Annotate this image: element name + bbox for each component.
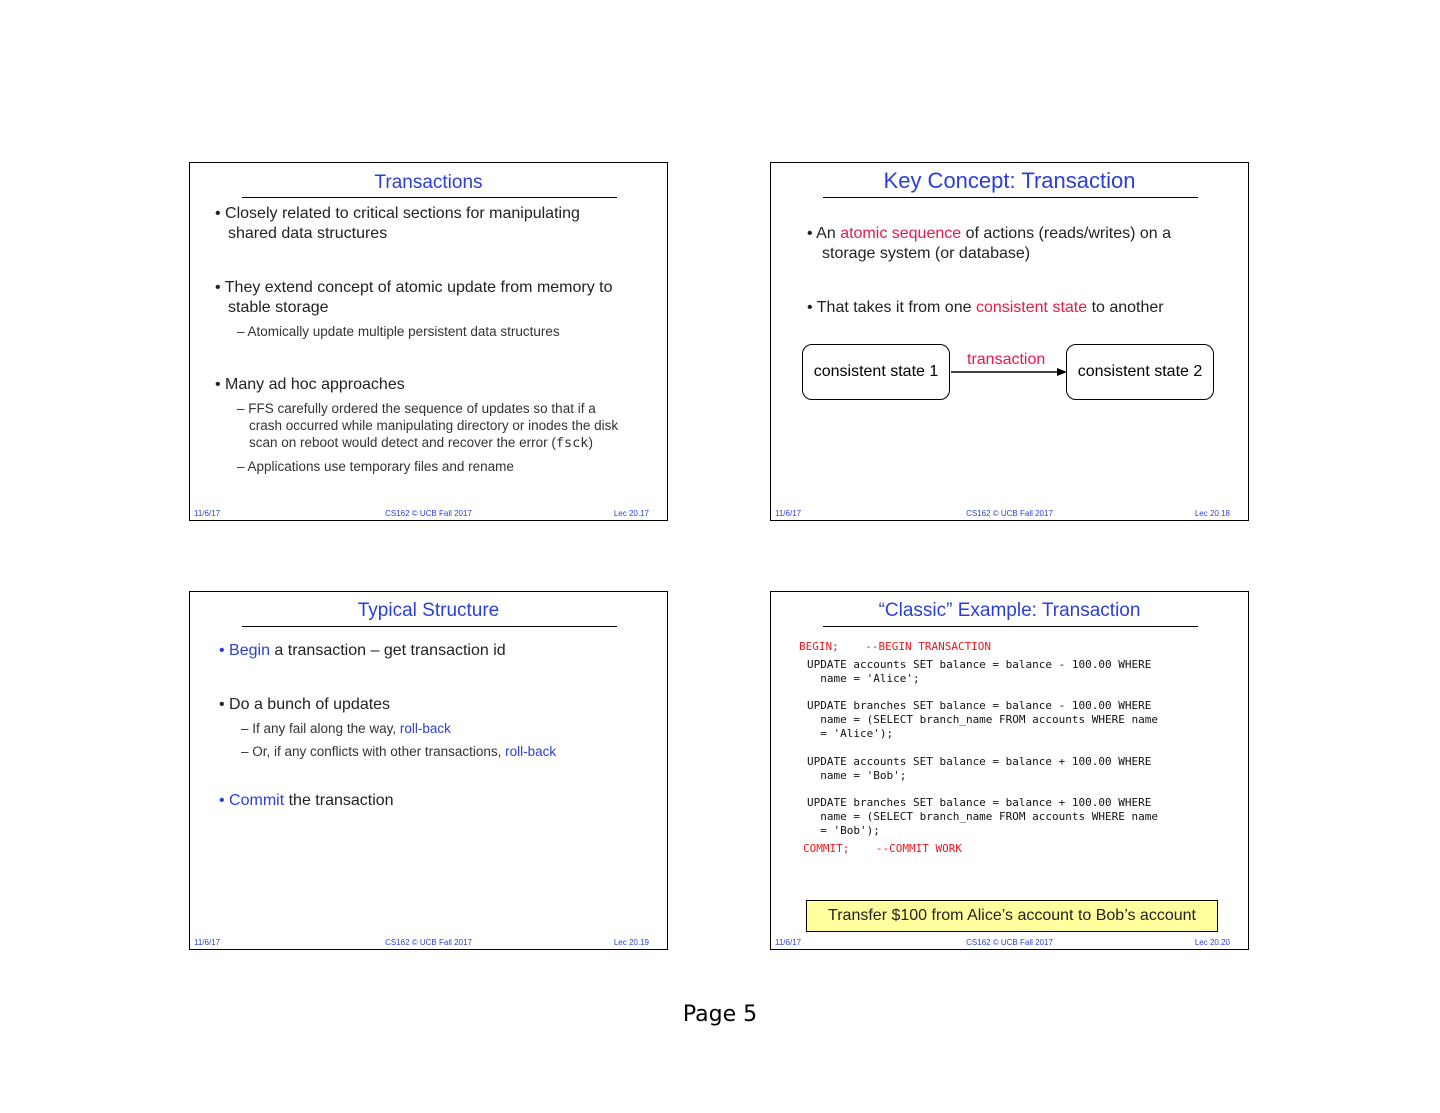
footer-course: CS162 © UCB Fall 2017 [966, 938, 1053, 947]
bullet-text: Many ad hoc approaches [225, 376, 405, 393]
sub-bullet [241, 720, 451, 737]
code-begin: BEGIN; --BEGIN TRANSACTION [799, 640, 992, 653]
sub-bullet: – Atomically update multiple persistent data structures [237, 324, 560, 339]
text: An [816, 225, 841, 242]
footer-course: CS162 © UCB Fall 2017 [385, 509, 472, 518]
bullet: • An atomic sequence of actions (reads/writes) on a [807, 225, 1172, 242]
sub-bullet-cont: crash occurred while manipulating directory or inodes the disk [249, 418, 619, 433]
code-block: UPDATE accounts SET balance = balance - 100.00 WHERE name = 'Alice'; [807, 658, 1152, 685]
highlight: roll-back [399, 721, 451, 736]
state-box-2: consistent state 2 [1066, 344, 1214, 400]
bullet: • Commit the transaction [219, 792, 394, 809]
text: – Or, if any conflicts with other transactions, [241, 744, 506, 759]
text: That takes it from one [816, 299, 976, 316]
sub-bullet-cont [249, 434, 593, 452]
code-block: UPDATE accounts SET balance = balance + 100.00 WHERE name = 'Bob'; [807, 755, 1152, 782]
slide-typical-structure [189, 591, 668, 950]
footer-lec: Lec 20.17 [613, 509, 649, 518]
footer-date: 11/6/17 [775, 509, 802, 518]
bullet-text: Do a bunch of updates [229, 696, 391, 713]
text: a transaction – get transaction id [269, 642, 506, 659]
slide-transactions [189, 162, 668, 521]
bullet-cont: storage system (or database) [822, 245, 1031, 262]
bullet-cont: stable storage [228, 299, 329, 316]
code-commit: COMMIT; --COMMIT WORK [803, 842, 962, 855]
footer-lec: Lec 20.18 [1194, 509, 1230, 518]
callout-box: Transfer $100 from Alice’s account to Bob’s account [806, 900, 1218, 932]
text: ) [588, 435, 593, 450]
highlight: atomic sequence [840, 225, 962, 242]
text: scan on reboot would detect and recover the error ( [249, 435, 556, 450]
title-rule [242, 197, 617, 198]
text: – If any fail along the way, [241, 721, 400, 736]
sub-bullet: – FFS carefully ordered the sequence of updates so that if a [237, 401, 596, 416]
footer-course: CS162 © UCB Fall 2017 [385, 938, 472, 947]
arrow-label: transaction [967, 351, 1046, 368]
title-rule [823, 197, 1198, 198]
slide-title: Key Concept: Transaction [883, 168, 1136, 193]
bullet: • Do a bunch of updates [219, 696, 391, 713]
footer-lec: Lec 20.19 [613, 938, 649, 947]
slide-title: “Classic” Example: Transaction [878, 600, 1141, 621]
slide-title: Transactions [374, 172, 483, 193]
bullet: • They extend concept of atomic update from memory to [215, 279, 613, 296]
state-box-1: consistent state 1 [802, 344, 950, 400]
sub-bullet: – Applications use temporary files and rename [237, 459, 514, 474]
highlight: Commit [229, 792, 285, 809]
bullet: • Many ad hoc approaches [215, 376, 405, 393]
code-block: UPDATE branches SET balance = balance + 100.00 WHERE name = (SELECT branch_name FROM accounts WHERE name = 'Bob'); [807, 796, 1158, 837]
title-rule [823, 626, 1198, 627]
bullet-text: Closely related to critical sections for manipulating [225, 205, 580, 222]
bullet: • Closely related to critical sections for manipulating [215, 205, 580, 222]
highlight: Begin [229, 642, 270, 659]
footer-date: 11/6/17 [194, 509, 221, 518]
bullet: • That takes it from one consistent state to another [807, 299, 1164, 316]
slide-classic-example [770, 591, 1249, 950]
code-block: UPDATE branches SET balance = balance - 100.00 WHERE name = (SELECT branch_name FROM accounts WHERE name = 'Alice'); [807, 699, 1158, 740]
bullet-text: They extend concept of atomic update from memory to [224, 279, 613, 296]
highlight: consistent state [975, 299, 1088, 316]
slide-title: Typical Structure [357, 600, 500, 621]
bullet-cont: shared data structures [228, 225, 388, 242]
slide-key-concept [770, 162, 1249, 521]
page-number: Page 5 [682, 1002, 758, 1027]
title-rule [242, 626, 617, 627]
code-fsck: fsck [555, 435, 589, 451]
text: the transaction [284, 792, 394, 809]
text: to another [1087, 299, 1164, 316]
sub-bullet [241, 743, 556, 760]
bullet: • Begin a transaction – get transaction id [219, 642, 506, 659]
highlight: roll-back [505, 744, 557, 759]
footer-lec: Lec 20.20 [1194, 938, 1230, 947]
footer-date: 11/6/17 [194, 938, 221, 947]
text: of actions (reads/writes) on a [961, 225, 1172, 242]
footer-date: 11/6/17 [775, 938, 802, 947]
footer-course: CS162 © UCB Fall 2017 [966, 509, 1053, 518]
